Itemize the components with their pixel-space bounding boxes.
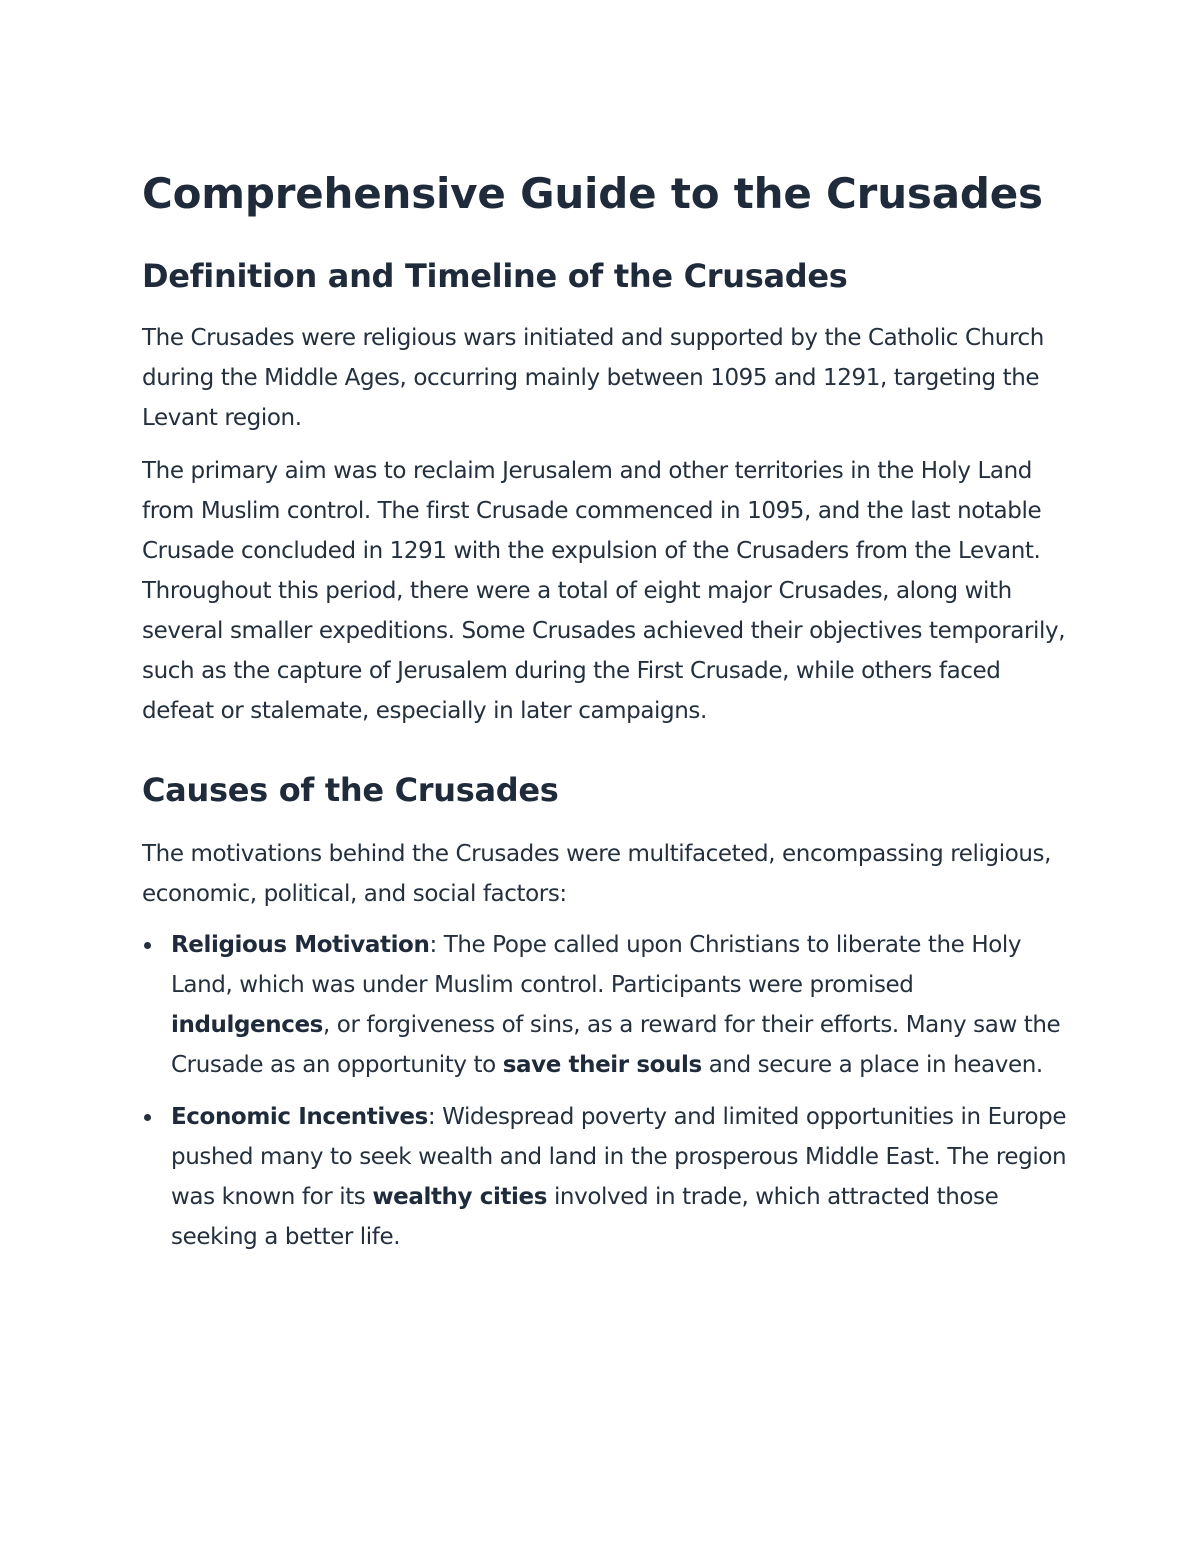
paragraph-definition: The Crusades were religious wars initiated and supported by the Catholic Church during the Middle Ages, occurring mainly between 1095 and 1291, targeting the Levant region. xyxy=(142,325,1044,431)
bullet-text: : Widespread poverty and limited opportunities in Europe pushed many to seek wealth and land in the prosperous Middle East. The region was known for its xyxy=(171,1104,1067,1210)
document-title: Comprehensive Guide to the Crusades xyxy=(142,169,1043,218)
causes-list xyxy=(142,925,1067,1257)
list-item-economic-incentives xyxy=(142,1097,1067,1257)
bullet-text: and secure a place in heaven. xyxy=(701,1052,1043,1078)
bullet-icon xyxy=(144,942,151,949)
bullet-term: Economic Incentives xyxy=(171,1104,428,1130)
section-heading-definition: Definition and Timeline of the Crusades xyxy=(142,257,848,295)
bold-phrase: wealthy cities xyxy=(372,1184,548,1210)
bullet-icon xyxy=(144,1114,151,1121)
paragraph-causes-intro: The motivations behind the Crusades were multifaceted, encompassing religious, economic, political, and social factors: xyxy=(142,841,1052,907)
bullet-term: Religious Motivation xyxy=(171,932,430,958)
section-heading-causes: Causes of the Crusades xyxy=(142,771,559,809)
list-item-religious-motivation xyxy=(142,925,1067,1085)
bold-phrase: indulgences xyxy=(171,1012,323,1038)
paragraph-timeline: The primary aim was to reclaim Jerusalem and other territories in the Holy Land from Muslim control. The first Crusade commenced in 1095, and the last notable Crusade concluded in 1291 with the expulsion of the Crusaders from the Levant. Throughout this period, there were a total of eight major Crusades, along with several smaller expeditions. Some Crusades achieved their objectives temporarily, such as the capture of Jerusalem during the First Crusade, while others faced defeat or stalemate, especially in later campaigns. xyxy=(142,458,1066,724)
bullet-text: : The Pope called upon Christians to liberate the Holy Land, which was under Muslim control. Participants were promised xyxy=(171,932,1022,998)
bold-phrase: save their souls xyxy=(502,1052,702,1078)
bullet-text: , or forgiveness of sins, as a reward for their efforts. Many saw the Crusade as an opportunity to xyxy=(171,1012,1061,1078)
document-content xyxy=(142,166,1067,1257)
bullet-text: involved in trade, which attracted those seeking a better life. xyxy=(171,1184,999,1250)
